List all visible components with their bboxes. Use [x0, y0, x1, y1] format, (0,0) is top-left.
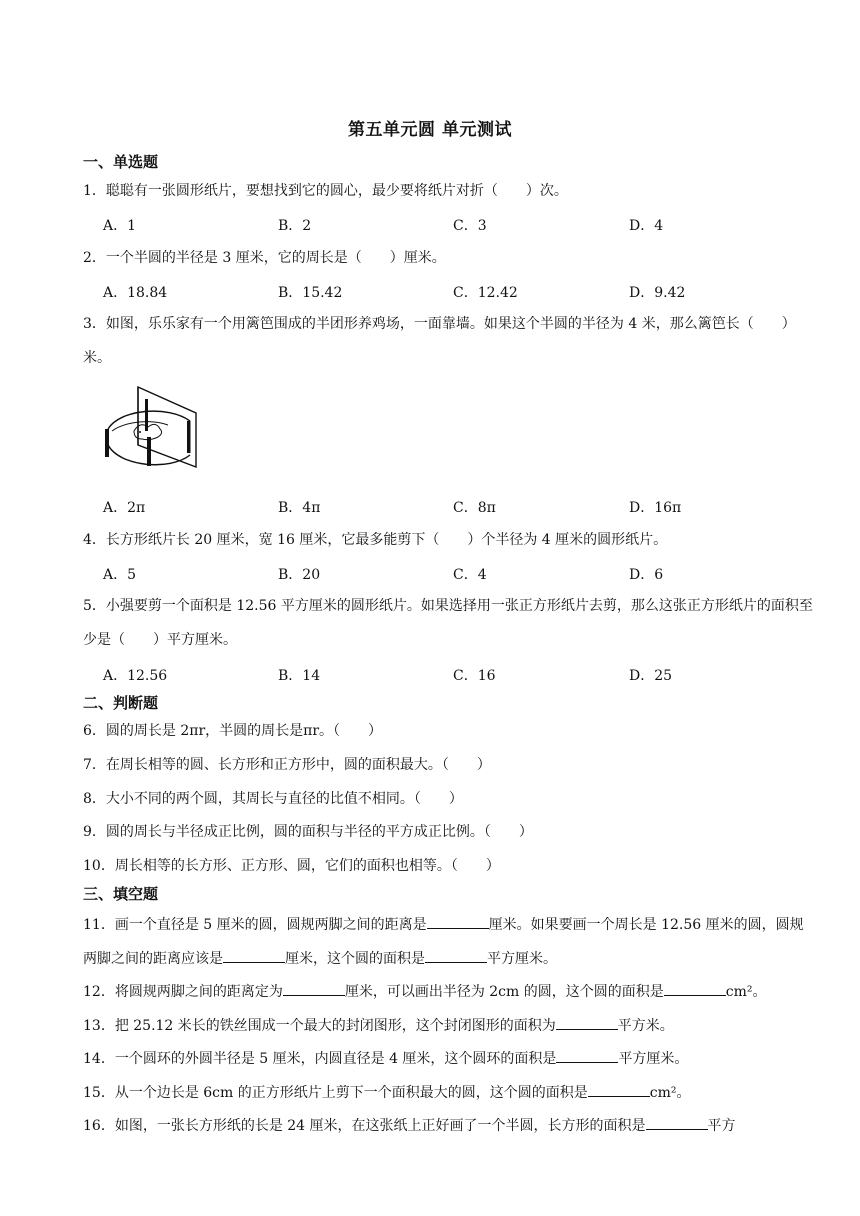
option-d[interactable]: D．16π — [629, 500, 682, 516]
answer-blank[interactable] — [425, 948, 487, 963]
question-9: 9．圆的周长与半径成正比例，圆的面积与半径的平方成正比例。（ ） — [83, 824, 533, 840]
answer-blank[interactable] — [646, 1115, 708, 1130]
question-13 — [83, 1015, 813, 1036]
section-heading-single-choice: 一、单选题 — [83, 153, 159, 171]
answer-blank[interactable] — [664, 981, 726, 996]
q13-text-a: 13．把 25.12 米长的铁丝围成一个最大的封闭图形，这个封闭图形的面积为 — [83, 1018, 556, 1034]
q11-text-d: 平方厘米。 — [487, 951, 557, 967]
option-c[interactable]: C．12.42 — [453, 285, 518, 301]
q12-text-b: 厘米，可以画出半径为 2cm 的圆，这个圆的面积是 — [344, 984, 664, 1000]
option-d[interactable]: D．9.42 — [629, 285, 686, 301]
option-b[interactable]: B．20 — [278, 567, 321, 583]
question-2: 2．一个半圆的半径是 3 厘米，它的周长是（ ）厘米。 — [83, 250, 446, 266]
question-16 — [83, 1115, 813, 1136]
q15-text-b: cm²。 — [649, 1085, 691, 1101]
question-6: 6．圆的周长是 2πr，半圆的周长是πr。（ ） — [83, 723, 383, 739]
question-15 — [83, 1082, 813, 1103]
option-b[interactable]: B．14 — [278, 668, 321, 684]
question-10: 10．周长相等的长方形、正方形、圆，它们的面积也相等。（ ） — [83, 858, 500, 874]
option-b[interactable]: B．2 — [278, 218, 312, 234]
answer-blank[interactable] — [588, 1082, 650, 1097]
question-4-options — [103, 564, 823, 584]
q16-text-b: 平方 — [707, 1118, 736, 1134]
q11-text-c: 厘米，这个圆的面积是 — [285, 951, 425, 967]
chicken-coop-fence-figure — [100, 385, 205, 480]
option-b[interactable]: B．4π — [278, 500, 321, 516]
page-title: 第五单元圆 单元测试 — [348, 120, 512, 140]
q13-text-b: 平方米。 — [617, 1018, 674, 1034]
question-7: 7．在周长相等的圆、长方形和正方形中，圆的面积最大。（ ） — [83, 757, 491, 773]
option-c[interactable]: C．16 — [453, 668, 496, 684]
question-3: 3．如图，乐乐家有一个用篱笆围成的半团形养鸡场，一面靠墙。如果这个半圆的半径为 4 米，那么篱笆长（ ）米。 — [83, 316, 796, 366]
option-c[interactable]: C．3 — [453, 218, 487, 234]
answer-blank[interactable] — [223, 948, 285, 963]
option-a[interactable]: A．1 — [103, 218, 137, 234]
option-d[interactable]: D．4 — [629, 218, 664, 234]
answer-blank[interactable] — [427, 914, 489, 929]
question-3-options — [103, 497, 823, 517]
section-heading-true-false: 二、判断题 — [83, 694, 159, 712]
option-a[interactable]: A．2π — [103, 500, 146, 516]
question-2-options — [103, 282, 823, 302]
question-5-options — [103, 665, 823, 685]
option-c[interactable]: C．4 — [453, 567, 487, 583]
answer-blank[interactable] — [283, 981, 345, 996]
question-12 — [83, 981, 813, 1002]
option-c[interactable]: C．8π — [453, 500, 496, 516]
question-5: 5．小强要剪一个面积是 12.56 平方厘米的圆形纸片。如果选择用一张正方形纸片去剪，那么这张正方形纸片的面积至少是（ ）平方厘米。 — [83, 598, 813, 648]
question-8: 8．大小不同的两个圆，其周长与直径的比值不相同。（ ） — [83, 791, 463, 807]
section-heading-fill-blank: 三、填空题 — [83, 885, 159, 903]
q14-text-b: 平方厘米。 — [618, 1051, 689, 1067]
question-1-options — [103, 215, 823, 235]
q12-text-c: cm²。 — [725, 984, 767, 1000]
q11-text-a: 11．画一个直径是 5 厘米的圆，圆规两脚之间的距离是 — [83, 917, 427, 933]
option-a[interactable]: A．5 — [103, 567, 137, 583]
option-d[interactable]: D．6 — [629, 567, 664, 583]
q12-text-a: 12．将圆规两脚之间的距离定为 — [83, 984, 283, 1000]
q15-text-a: 15．从一个边长是 6cm 的正方形纸片上剪下一个面积最大的圆，这个圆的面积是 — [83, 1085, 588, 1101]
q16-text-a: 16．如图，一张长方形纸的长是 24 厘米，在这张纸上正好画了一个半圆，长方形的面积是 — [83, 1118, 646, 1134]
question-14 — [83, 1048, 813, 1069]
question-11 — [83, 908, 813, 976]
option-b[interactable]: B．15.42 — [278, 285, 343, 301]
question-1: 1．聪聪有一张圆形纸片，要想找到它的圆心，最少要将纸片对折（ ）次。 — [83, 183, 568, 199]
option-a[interactable]: A．12.56 — [103, 668, 168, 684]
question-4: 4．长方形纸片长 20 厘米，宽 16 厘米，它最多能剪下（ ）个半径为 4 厘米的圆形纸片。 — [83, 532, 668, 548]
q11-text-b: 厘米。如果要画一个周长是 12.56 厘米的圆，圆规两脚之间的距离应该是 — [83, 917, 804, 967]
q14-text-a: 14．一个圆环的外圆半径是 5 厘米，内圆直径是 4 厘米，这个圆环的面积是 — [83, 1051, 557, 1067]
option-a[interactable]: A．18.84 — [103, 285, 168, 301]
answer-blank[interactable] — [556, 1048, 618, 1063]
option-d[interactable]: D．25 — [629, 668, 673, 684]
answer-blank[interactable] — [556, 1015, 618, 1030]
